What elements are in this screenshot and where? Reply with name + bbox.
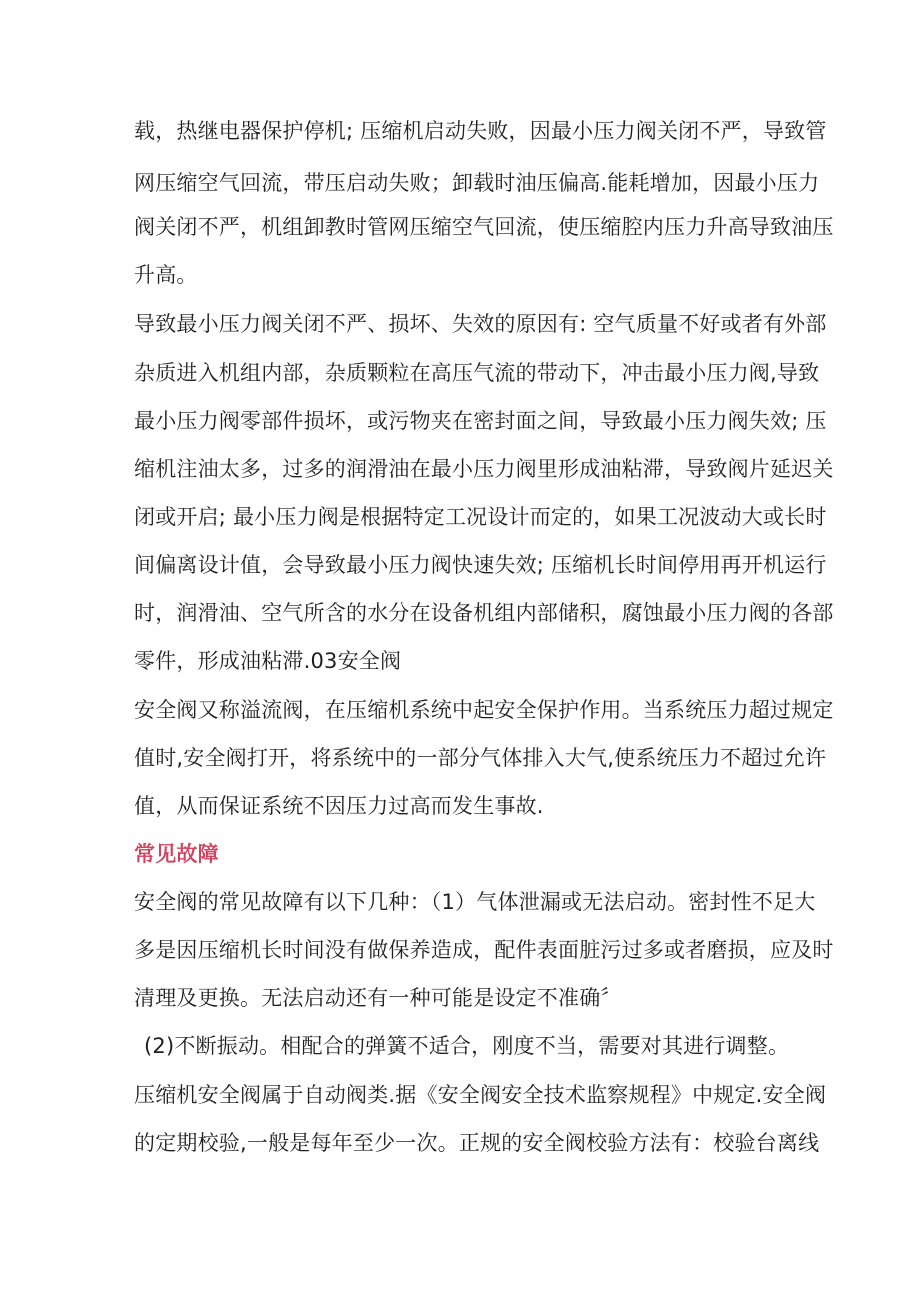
text-line: 导致最小压力阀关闭不严、损坏、失效的原因有: 空气质量不好或者有外部 <box>134 312 827 336</box>
text-line: 值时,安全阀打开，将系统中的一部分气体排入大气,使系统压力不超过允许 <box>134 746 827 770</box>
text-line: 多是因压缩机长时间没有做保养造成，配件表面脏污过多或者磨损，应及时 <box>134 938 834 962</box>
text-line: 压缩机安全阀属于自动阀类.据《安全阀安全技术监察规程》中规定.安全阀 <box>134 1083 827 1107</box>
text-line: 零件，形成油粘滞.03安全阀 <box>134 649 402 673</box>
text-line: 缩机注油太多，过多的润滑油在最小压力阀里形成油粘滞，导致阀片延迟关 <box>134 457 834 481</box>
text-line: 网压缩空气回流，带压启动失败；卸载时油压偏高.能耗增加，因最小压力 <box>134 171 820 195</box>
text-line: 杂质进入机组内部，杂质颗粒在高压气流的带动下，冲击最小压力阀,导致 <box>134 361 820 385</box>
section-heading: 常见故障 <box>134 842 219 866</box>
text-line: 最小压力阀零部件损坏，或污物夹在密封面之间，导致最小压力阀失效; 压 <box>134 409 827 433</box>
text-line: 升高。 <box>134 263 198 287</box>
text-line: 载，热继电器保护停机; 压缩机启动失败，因最小压力阀关闭不严，导致管 <box>134 119 827 143</box>
text-line: 时，润滑油、空气所含的水分在设备机组内部储积，腐蚀最小压力阀的各部 <box>134 601 834 625</box>
text-line: 的定期校验,一般是每年至少一次。正规的安全阀校验方法有：校验台离线 <box>134 1131 820 1155</box>
text-line: (2)不断振动。相配合的弹簧不适合，刚度不当，需要对其进行调整。 <box>144 1034 790 1058</box>
text-line: 清理及更换。无法启动还有一种可能是设定不准确〞 <box>134 986 622 1010</box>
text-line: 闭或开启; 最小压力阀是根据特定工况设计而定的，如果工况波动大或长时 <box>134 505 827 529</box>
text-line: 安全阀又称溢流阀，在压缩机系统中起安全保护作用。当系统压力超过规定 <box>134 698 834 722</box>
text-line: 安全阀的常见故障有以下几种：（1）气体泄漏或无法启动。密封性不足大 <box>134 890 816 914</box>
text-line: 间偏离设计值，会导致最小压力阀快速失效; 压缩机长时间停用再开机运行 <box>134 553 827 577</box>
text-line: 阀关闭不严，机组卸教时管网压缩空气回流，使压缩腔内压力升高导致油压 <box>134 215 834 239</box>
text-line: 值，从而保证系统不因压力过高而发生事故. <box>134 794 544 818</box>
